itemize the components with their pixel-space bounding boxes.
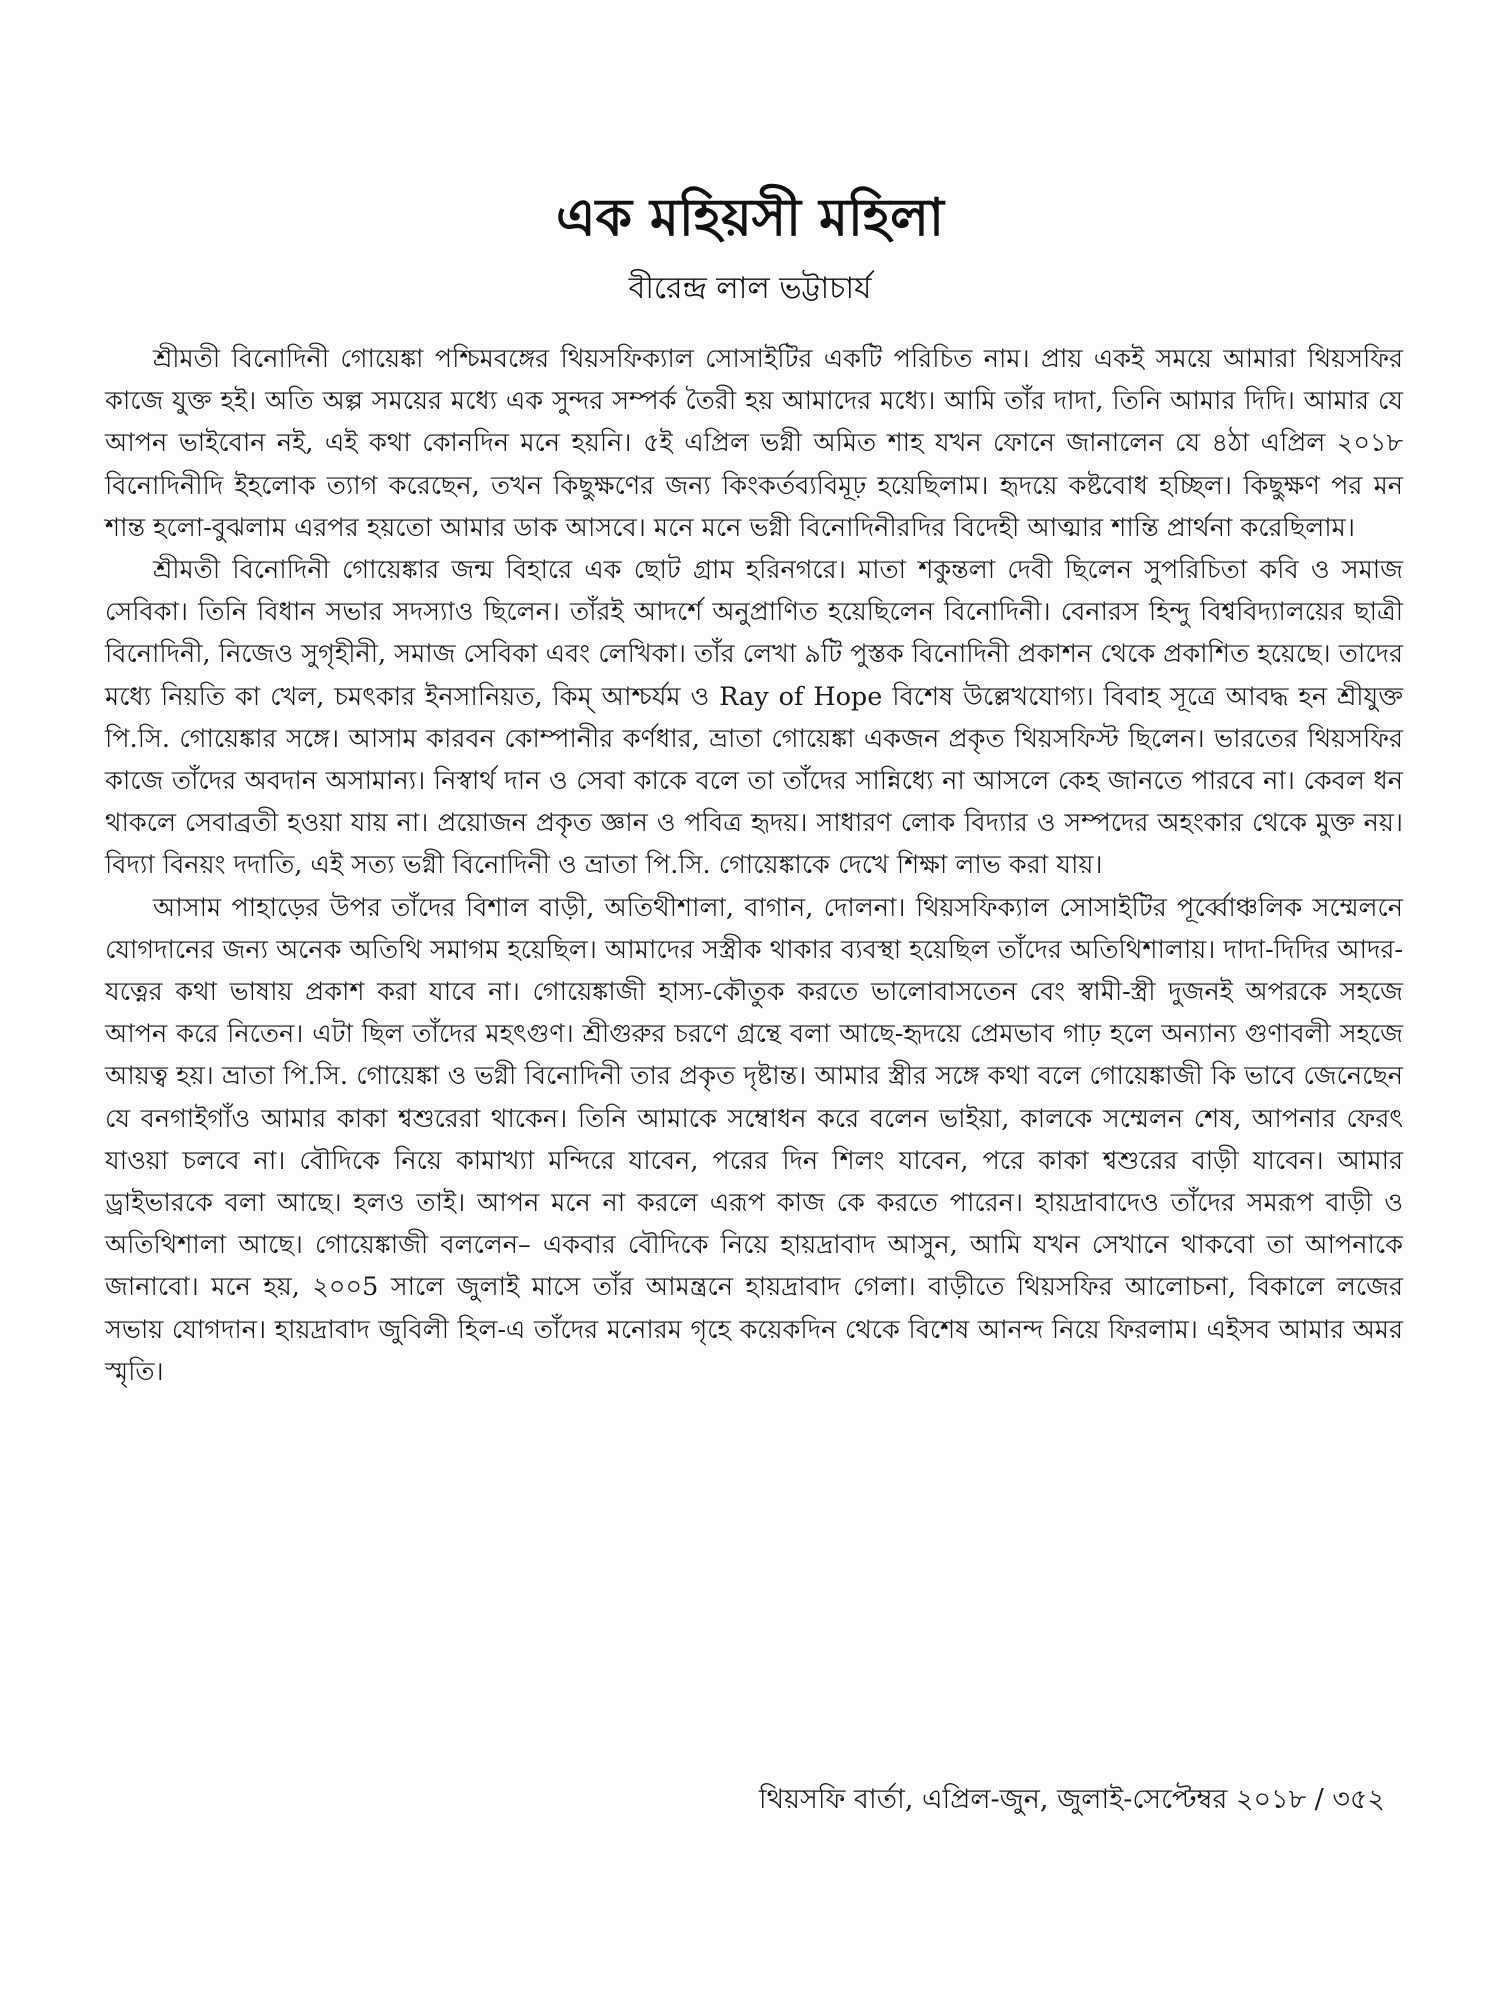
article-author: বীরেন্দ্র লাল ভট্টাচার্য bbox=[628, 271, 872, 306]
paragraph-3: আসাম পাহাড়ের উপর তাঁদের বিশাল বাড়ী, অতিথীশালা, বাগান, দোলনা। থিয়সফিক্যাল সোসাইটির পূর্ব্বোঞ্চলিক সম্মেলনে যোগদানের জন্য অনেক অতিথি সমাগম হয়েছিল। আমাদের সস্ত্রীক থাকার ব্যবস্থা হয়েছিল তাঁদের অতিথিশালায়। দাদা-দিদির আদর-যত্নের কথা ভাষায় প্রকাশ করা যাবে না। গোয়েঙ্কাজী হাস্য-কৌতুক করতে ভালোবাসতেন বেং স্বামী-স্ত্রী দুজনই অপরকে সহজে আপন করে নিতেন। এটা ছিল তাঁদের মহৎগুণ। শ্রীগুরুর চরণে গ্রন্থে বলা আছে-হৃদয়ে প্রেমভাব গাঢ় হলে অন্যান্য গুণাবলী সহজে আয়ত্ব হয়। ভ্রাতা পি.সি. গোয়েঙ্কা ও ভগ্নী বিনোদিনী তার প্রকৃত দৃষ্টান্ত। আমার স্ত্রীর সঙ্গে কথা বলে গোয়েঙ্কাজী কি ভাবে জেনেছেন যে বনগাইগাঁও আমার কাকা শ্বশুরেরা থাকেন। তিনি আমাকে সম্বোধন করে বলেন ভাইয়া, কালকে সম্মেলন শেষ, আপনার ফেরৎ যাওয়া চলবে না। বৌদিকে নিয়ে কামাখ্যা মন্দিরে যাবেন, পরের দিন শিলং যাবেন, পরে কাকা শ্বশুরের বাড়ী যাবেন। আমার ড্রাইভারকে বলা আছে। হলও তাই। আপন মনে না করলে এরূপ কাজ কে করতে পারেন। হায়দ্রাবাদেও তাঁদের সমরূপ বাড়ী ও অতিথিশালা আছে। গোয়েঙ্কাজী বললেন– একবার বৌদিকে নিয়ে হায়দ্রাবাদ আসুন, আমি যখন সেখানে থাকবো তা আপনাকে জানাবো। মনে হয়, ২০০5 সালে জুলাই মাসে তাঁর আমন্ত্রনে হায়দ্রাবাদ গেলা। বাড়ীতে থিয়সফির আলোচনা, বিকালে লজের সভায় যোগদান। হায়দ্রাবাদ জুবিলী হিল-এ তাঁদের মনোরম গৃহে কয়েকদিন থেকে বিশেষ আনন্দ নিয়ে ফিরলাম। এইসব আমার অমর স্মৃতি। bbox=[105, 892, 1403, 1387]
paragraph-2: শ্রীমতী বিনোদিনী গোয়েঙ্কার জন্ম বিহারে এক ছোট গ্রাম হরিনগরে। মাতা শকুন্তলা দেবী ছিলেন সুপরিচিতা কবি ও সমাজ সেবিকা। তিনি বিধান সভার সদস্যাও ছিলেন। তাঁরই আদর্শে অনুপ্রাণিত হয়েছিলেন বিনোদিনী। বেনারস হিন্দু বিশ্ববিদ্যালয়ের ছাত্রী বিনোদিনী, নিজেও সুগৃহীনী, সমাজ সেবিকা এবং লেখিকা। তাঁর লেখা ৯টি পুস্তক বিনোদিনী প্রকাশন থেকে প্রকাশিত হয়েছে। তাদের মধ্যে নিয়তি কা খেল, চমৎকার ইনসানিয়ত, কিম্ আশ্চর্যম ও Ray of Hope বিশেষ উল্লেখযোগ্য। বিবাহ সূত্রে আবদ্ধ হন শ্রীযুক্ত পি.সি. গোয়েঙ্কার সঙ্গে। আসাম কারবন কোম্পানীর কর্ণধার, ভ্রাতা গোয়েঙ্কা একজন প্রকৃত থিয়সফিস্ট ছিলেন। ভারতের থিয়সফির কাজে তাঁদের অবদান অসামান্য। নিস্বার্থ দান ও সেবা কাকে বলে তা তাঁদের সান্নিধ্যে না আসলে কেহ জানতে পারবে না। কেবল ধন থাকলে সেবাব্রতী হওয়া যায় না। প্রয়োজন প্রকৃত জ্ঞান ও পবিত্র হৃদয়। সাধারণ লোক বিদ্যার ও সম্পদের অহংকার থেকে মুক্ত নয়। বিদ্যা বিনয়ং দদাতি, এই সত্য ভগ্নী বিনোদিনী ও ভ্রাতা পি.সি. গোয়েঙ্কাকে দেখে শিক্ষা লাভ করা যায়। bbox=[105, 555, 1403, 881]
publication-footer: থিয়সফি বার্তা, এপ্রিল-জুন, জুলাই-সেপ্টেম্বর ২০১৮ / ৩৫২ bbox=[758, 1784, 1385, 1815]
paragraph-1: শ্রীমতী বিনোদিনী গোয়েঙ্কা পশ্চিমবঙ্গের থিয়সফিক্যাল সোসাইটির একটি পরিচিত নাম। প্রায় একই সময়ে আমারা থিয়সফির কাজে যুক্ত হই। অতি অল্প সময়ের মধ্যে এক সুন্দর সম্পর্ক তৈরী হয় আমাদের মধ্যে। আমি তাঁর দাদা, তিনি আমার দিদি। আমার যে আপন ভাইবোন নই, এই কথা কোনদিন মনে হয়নি। ৫ই এপ্রিল ভগ্নী অমিত শাহ যখন ফোনে জানালেন যে ৪ঠা এপ্রিল ২০১৮ বিনোদিনীদি ইহলোক ত্যাগ করেছেন, তখন কিছুক্ষণের জন্য কিংকর্তব্যবিমূঢ় হয়েছিলাম। হৃদয়ে কষ্টবোধ হচ্ছিল। কিছুক্ষণ পর মন শান্ত হলো-বুঝলাম এরপর হয়তো আমার ডাক আসবে। মনে মনে ভগ্নী বিনোদিনীরদির বিদেহী আত্মার শান্তি প্রার্থনা করেছিলাম। bbox=[105, 344, 1403, 543]
article-body bbox=[105, 338, 1403, 1393]
article-title: এক মহিয়সী মহিলা bbox=[556, 186, 944, 248]
